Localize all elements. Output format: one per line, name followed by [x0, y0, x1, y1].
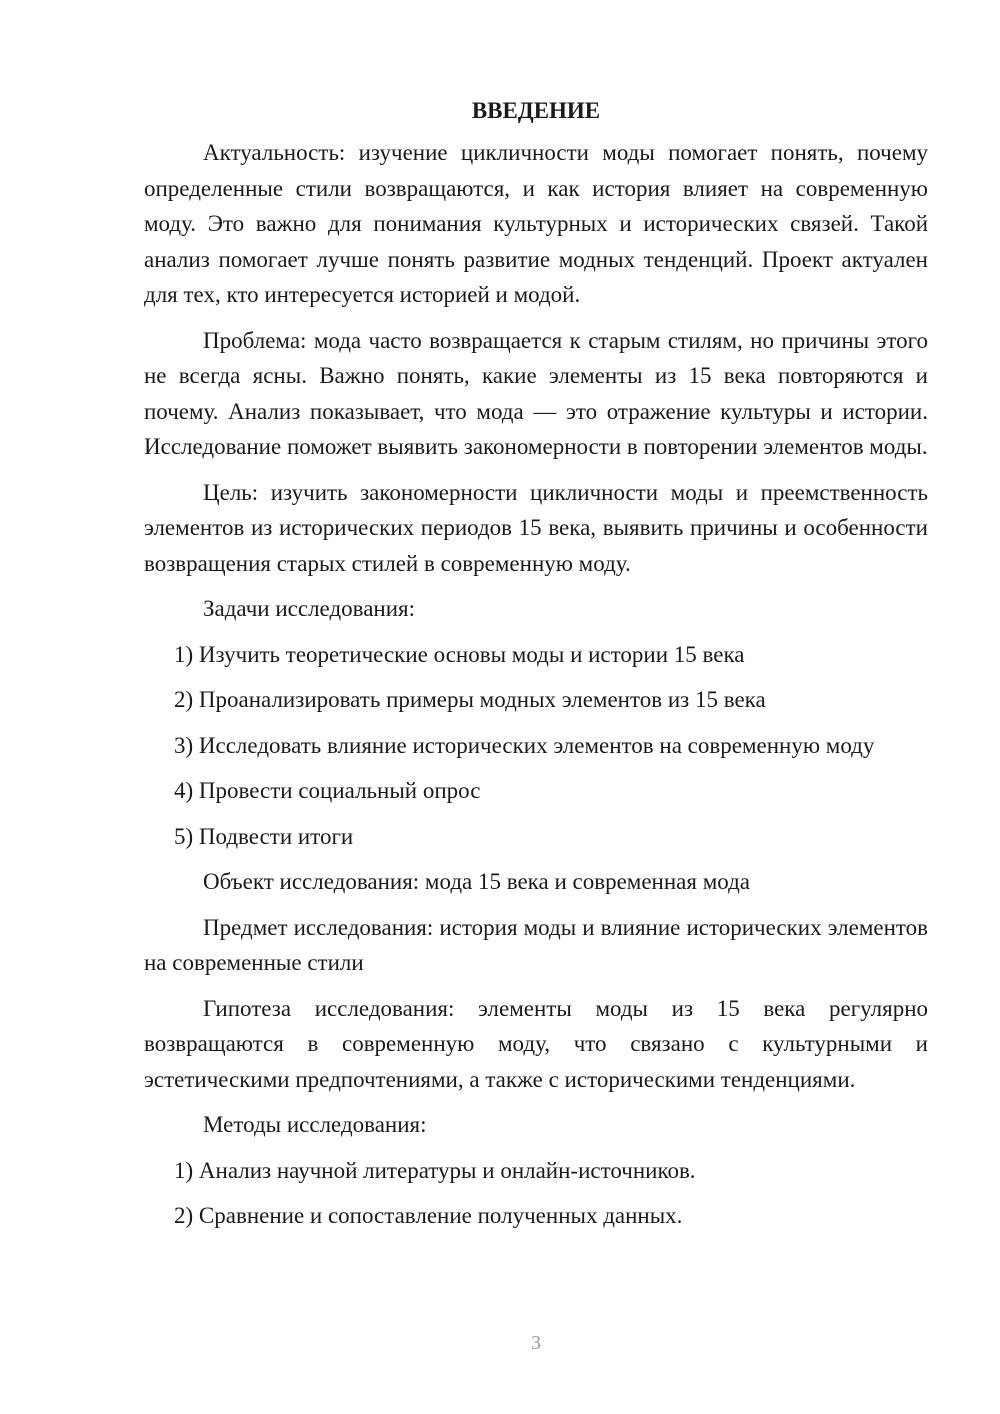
list-item: 4) Провести социальный опрос	[174, 778, 481, 803]
tasks-list	[144, 637, 928, 855]
list-item: 1) Анализ научной литературы и онлайн-источников.	[174, 1157, 696, 1183]
tasks-heading: Задачи исследования:	[203, 596, 416, 621]
section-title: ВВЕДЕНИЕ	[471, 98, 601, 123]
list-item: 2) Сравнение и сопоставление полученных данных.	[174, 1203, 683, 1228]
subject-paragraph: Предмет исследования: история моды и влияние исторических элементов на современные стили	[144, 914, 928, 975]
goal-paragraph: Цель: изучить закономерности цикличности моды и преемственность элементов из исторических периодов 15 века, выявить причины и особенности возвращения старых стилей в современную моду.	[144, 479, 928, 576]
object-paragraph: Объект исследования: мода 15 века и современная мода	[203, 869, 751, 894]
list-item: 2) Проанализировать примеры модных элементов из 15 века	[174, 687, 766, 712]
list-item: 3) Исследовать влияние исторических элементов на современную моду	[174, 732, 875, 758]
methods-heading: Методы исследования:	[203, 1112, 427, 1137]
hypothesis-paragraph: Гипотеза исследования: элементы моды из 15 века регулярно возвращаются в современную моду, что связано с культурными и эстетическими предпочтениями, а также с историческими тенденциями.	[144, 995, 928, 1092]
list-item: 5) Подвести итоги	[174, 823, 354, 849]
page-number: 3	[531, 1332, 541, 1354]
list-item: 1) Изучить теоретические основы моды и истории 15 века	[174, 641, 745, 667]
methods-list	[144, 1153, 928, 1234]
problem-paragraph: Проблема: мода часто возвращается к старым стилям, но причины этого не всегда ясны. Важно понять, какие элементы из 15 века повторяются и почему. Анализ показывает, что мода — это отражение культуры и истории. Исследование поможет выявить закономерности в повторении элементов моды.	[144, 327, 928, 459]
page-content	[144, 95, 928, 1244]
relevance-paragraph: Актуальность: изучение цикличности моды помогает понять, почему определенные стили возвращаются, и как история влияет на современную моду. Это важно для понимания культурных и исторических связей. Такой анализ помогает лучше понять развитие модных тенденций. Проект актуален для тех, кто интересуется историей и модой.	[144, 140, 928, 307]
